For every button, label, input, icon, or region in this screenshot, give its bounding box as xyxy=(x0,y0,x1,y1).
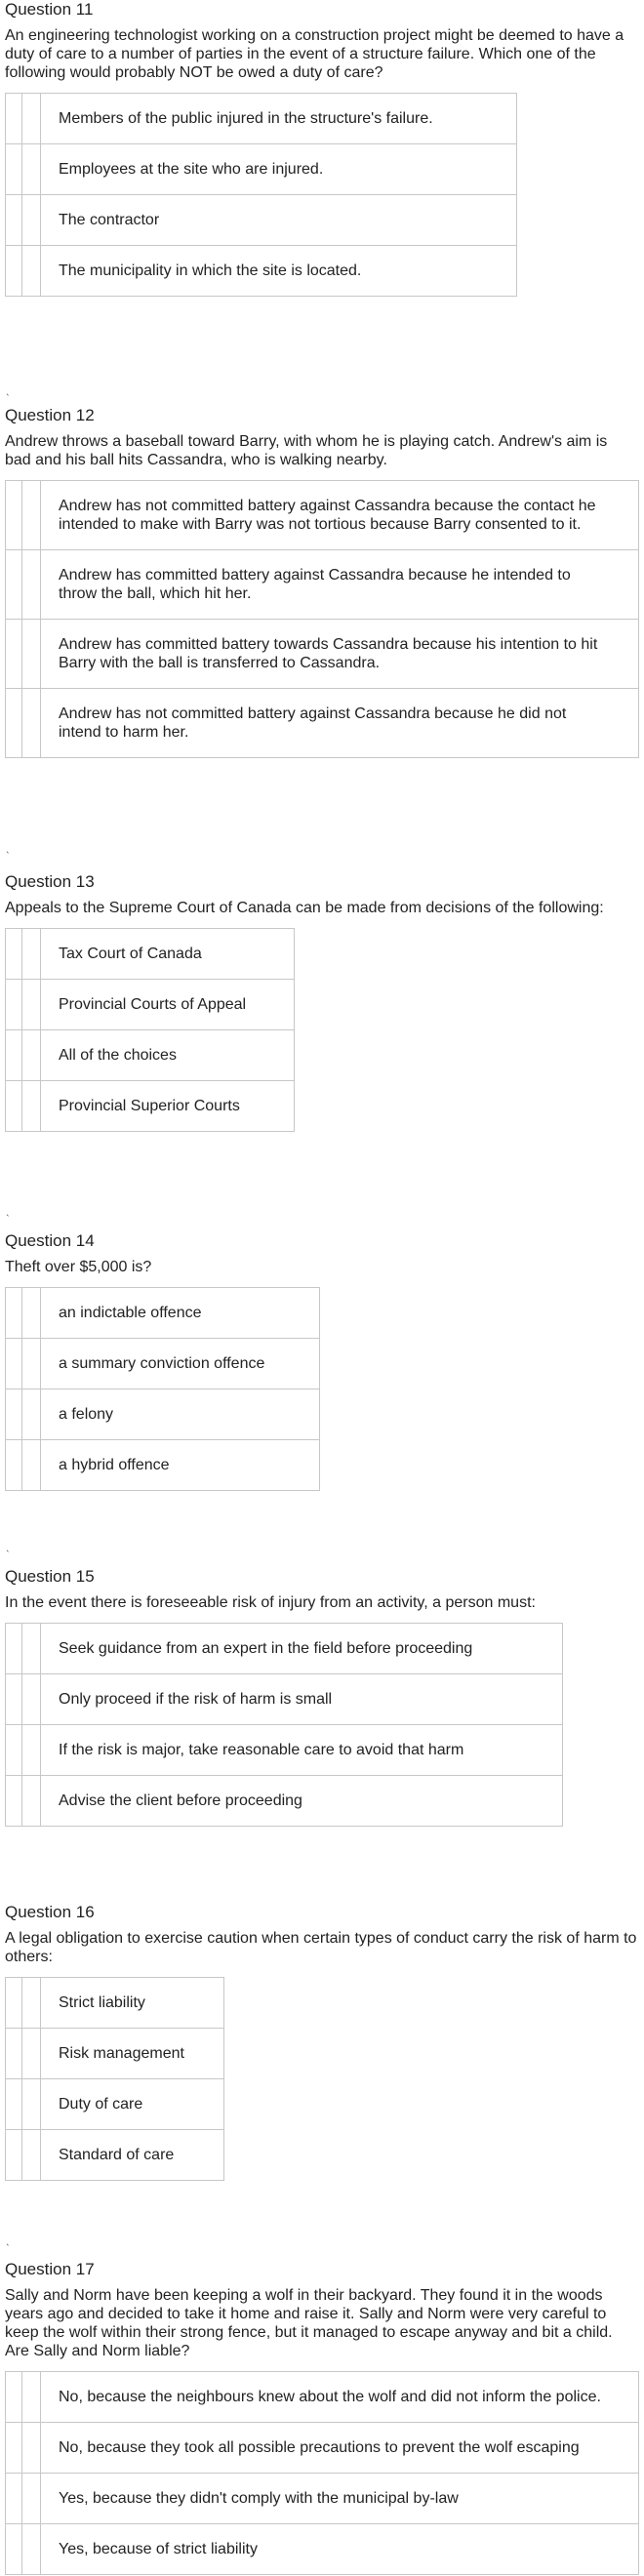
radio-cell[interactable] xyxy=(6,195,22,246)
answer-option[interactable] xyxy=(6,2372,639,2423)
answer-option[interactable] xyxy=(6,2474,639,2524)
answer-text[interactable]: Employees at the site who are injured. xyxy=(41,144,517,195)
answer-option[interactable] xyxy=(6,1339,320,1389)
question-text: Theft over $5,000 is? xyxy=(5,1259,152,1275)
radio-cell[interactable] xyxy=(6,2423,22,2474)
radio-cell[interactable] xyxy=(6,1339,22,1389)
marker-cell xyxy=(22,1624,41,1674)
marker-cell xyxy=(22,1725,41,1776)
answer-text[interactable]: Andrew has not committed battery against Cassandra because he did not intend to harm her. xyxy=(41,689,639,758)
radio-cell[interactable] xyxy=(6,144,22,195)
answer-option[interactable] xyxy=(6,620,639,689)
answer-table xyxy=(5,480,639,758)
question-title: Question 13 xyxy=(5,872,95,891)
marker-cell xyxy=(22,2474,41,2524)
question-12 xyxy=(5,406,639,758)
question-text: Andrew throws a baseball toward Barry, with whom he is playing catch. Andrew's aim is bad and his ball hits Cassandra, who is walking nearby. xyxy=(5,433,608,468)
marker-cell xyxy=(22,2524,41,2575)
answer-text[interactable]: Andrew has not committed battery against Cassandra because the contact he intended to make with Barry was not tortious because Barry consented to it. xyxy=(41,481,639,550)
answer-option[interactable] xyxy=(6,2029,224,2079)
answer-text[interactable]: Andrew has committed battery towards Cassandra because his intention to hit Barry with the ball is transferred to Cassandra. xyxy=(41,620,639,689)
answer-text[interactable]: The contractor xyxy=(41,195,517,246)
answer-text[interactable]: Standard of care xyxy=(41,2130,224,2181)
question-11 xyxy=(5,0,637,297)
answer-table xyxy=(5,2371,639,2575)
answer-option[interactable] xyxy=(6,144,517,195)
answer-option[interactable] xyxy=(6,2130,224,2181)
question-text: A legal obligation to exercise caution when certain types of conduct carry the risk of harm to others: xyxy=(5,1930,637,1965)
answer-text[interactable]: Risk management xyxy=(41,2029,224,2079)
answer-option[interactable] xyxy=(6,1288,320,1339)
answer-text[interactable]: No, because the neighbours knew about the wolf and did not inform the police. xyxy=(41,2372,639,2423)
answer-text[interactable]: Members of the public injured in the structure's failure. xyxy=(41,94,517,144)
marker-cell xyxy=(22,481,41,550)
question-15 xyxy=(5,1567,637,1827)
answer-option[interactable] xyxy=(6,1776,563,1827)
radio-cell[interactable] xyxy=(6,689,22,758)
answer-text[interactable]: If the risk is major, take reasonable care to avoid that harm xyxy=(41,1725,563,1776)
marker-cell xyxy=(22,1776,41,1827)
answer-text[interactable]: No, because they took all possible precautions to prevent the wolf escaping xyxy=(41,2423,639,2474)
radio-cell[interactable] xyxy=(6,1288,22,1339)
radio-cell[interactable] xyxy=(6,1081,22,1132)
answer-text[interactable]: Provincial Courts of Appeal xyxy=(41,980,295,1030)
radio-cell[interactable] xyxy=(6,1674,22,1725)
marker-cell xyxy=(22,620,41,689)
question-title: Question 11 xyxy=(5,0,94,19)
answer-text[interactable]: Seek guidance from an expert in the field before proceeding xyxy=(41,1624,563,1674)
marker-cell xyxy=(22,2423,41,2474)
marker-cell xyxy=(22,246,41,297)
question-14 xyxy=(5,1231,637,1491)
marker-cell xyxy=(22,1389,41,1440)
marker-cell xyxy=(22,1030,41,1081)
radio-cell[interactable] xyxy=(6,929,22,980)
answer-table xyxy=(5,928,295,1132)
answer-text[interactable]: Advise the client before proceeding xyxy=(41,1776,563,1827)
answer-text[interactable]: Only proceed if the risk of harm is small xyxy=(41,1674,563,1725)
answer-option[interactable] xyxy=(6,550,639,620)
separator-mark: ˎ xyxy=(6,2233,10,2246)
question-16 xyxy=(5,1903,637,2181)
answer-option[interactable] xyxy=(6,2423,639,2474)
answer-text[interactable]: Duty of care xyxy=(41,2079,224,2130)
answer-text[interactable]: a felony xyxy=(41,1389,320,1440)
radio-cell[interactable] xyxy=(6,2474,22,2524)
radio-cell[interactable] xyxy=(6,1725,22,1776)
marker-cell xyxy=(22,689,41,758)
radio-cell[interactable] xyxy=(6,94,22,144)
answer-option[interactable] xyxy=(6,246,517,297)
answer-text[interactable]: an indictable offence xyxy=(41,1288,320,1339)
radio-cell[interactable] xyxy=(6,1440,22,1491)
answer-table xyxy=(5,1977,224,2181)
answer-option[interactable] xyxy=(6,1624,563,1674)
answer-option[interactable] xyxy=(6,1389,320,1440)
answer-table xyxy=(5,1287,320,1491)
question-13 xyxy=(5,872,637,1132)
question-17 xyxy=(5,2260,639,2575)
radio-cell[interactable] xyxy=(6,2130,22,2181)
question-title: Question 15 xyxy=(5,1567,95,1586)
marker-cell xyxy=(22,144,41,195)
answer-text[interactable]: Tax Court of Canada xyxy=(41,929,295,980)
radio-cell[interactable] xyxy=(6,246,22,297)
radio-cell[interactable] xyxy=(6,2372,22,2423)
radio-cell[interactable] xyxy=(6,2524,22,2575)
question-title: Question 14 xyxy=(5,1231,95,1250)
answer-text[interactable]: The municipality in which the site is located. xyxy=(41,246,517,297)
marker-cell xyxy=(22,1339,41,1389)
answer-option[interactable] xyxy=(6,1081,295,1132)
radio-cell[interactable] xyxy=(6,620,22,689)
answer-option[interactable] xyxy=(6,1978,224,2029)
answer-option[interactable] xyxy=(6,1725,563,1776)
marker-cell xyxy=(22,94,41,144)
radio-cell[interactable] xyxy=(6,481,22,550)
separator-mark: ˎ xyxy=(6,840,10,854)
separator-mark: ˎ xyxy=(6,382,10,396)
answer-text[interactable]: Yes, because of strict liability xyxy=(41,2524,639,2575)
marker-cell xyxy=(22,1978,41,2029)
question-title: Question 12 xyxy=(5,406,95,424)
marker-cell xyxy=(22,2372,41,2423)
answer-option[interactable] xyxy=(6,2079,224,2130)
answer-option[interactable] xyxy=(6,1674,563,1725)
marker-cell xyxy=(22,195,41,246)
radio-cell[interactable] xyxy=(6,550,22,620)
answer-text[interactable]: a summary conviction offence xyxy=(41,1339,320,1389)
marker-cell xyxy=(22,929,41,980)
answer-option[interactable] xyxy=(6,195,517,246)
answer-option[interactable] xyxy=(6,689,639,758)
question-text: In the event there is foreseeable risk of injury from an activity, a person must: xyxy=(5,1594,536,1611)
answer-text[interactable]: Yes, because they didn't comply with the municipal by-law xyxy=(41,2474,639,2524)
radio-cell[interactable] xyxy=(6,1978,22,2029)
marker-cell xyxy=(22,2079,41,2130)
marker-cell xyxy=(22,1081,41,1132)
answer-option[interactable] xyxy=(6,980,295,1030)
answer-option[interactable] xyxy=(6,2524,639,2575)
radio-cell[interactable] xyxy=(6,1030,22,1081)
separator-mark: ˎ xyxy=(6,1203,10,1217)
answer-option[interactable] xyxy=(6,929,295,980)
radio-cell[interactable] xyxy=(6,1389,22,1440)
answer-table xyxy=(5,93,517,297)
question-text: An engineering technologist working on a construction project might be deemed to have a duty of care to a number of parties in the event of a structure failure. Which one of the following would probably NOT be owed a duty of care? xyxy=(5,27,624,81)
question-title: Question 17 xyxy=(5,2260,95,2278)
marker-cell xyxy=(22,1674,41,1725)
answer-text[interactable]: Provincial Superior Courts xyxy=(41,1081,295,1132)
marker-cell xyxy=(22,980,41,1030)
answer-text[interactable]: Andrew has committed battery against Cassandra because he intended to throw the ball, which hit her. xyxy=(41,550,639,620)
answer-option[interactable] xyxy=(6,94,517,144)
marker-cell xyxy=(22,550,41,620)
question-text: Sally and Norm have been keeping a wolf in their backyard. They found it in the woods years ago and decided to take it home and raise it. Sally and Norm were very careful to keep the wolf within their strong fence, but it managed to escape anyway and bit a child. Are Sally and Norm liable? xyxy=(5,2287,613,2359)
answer-option[interactable] xyxy=(6,1440,320,1491)
marker-cell xyxy=(22,1288,41,1339)
radio-cell[interactable] xyxy=(6,1624,22,1674)
question-text: Appeals to the Supreme Court of Canada can be made from decisions of the following: xyxy=(5,900,604,916)
answer-text[interactable]: Strict liability xyxy=(41,1978,224,2029)
answer-option[interactable] xyxy=(6,481,639,550)
question-title: Question 16 xyxy=(5,1903,95,1921)
answer-text[interactable]: a hybrid offence xyxy=(41,1440,320,1491)
marker-cell xyxy=(22,1440,41,1491)
radio-cell[interactable] xyxy=(6,2079,22,2130)
radio-cell[interactable] xyxy=(6,980,22,1030)
separator-mark: ˎ xyxy=(6,1539,10,1552)
answer-text[interactable]: All of the choices xyxy=(41,1030,295,1081)
marker-cell xyxy=(22,2130,41,2181)
answer-option[interactable] xyxy=(6,1030,295,1081)
radio-cell[interactable] xyxy=(6,2029,22,2079)
radio-cell[interactable] xyxy=(6,1776,22,1827)
marker-cell xyxy=(22,2029,41,2079)
answer-table xyxy=(5,1623,563,1827)
